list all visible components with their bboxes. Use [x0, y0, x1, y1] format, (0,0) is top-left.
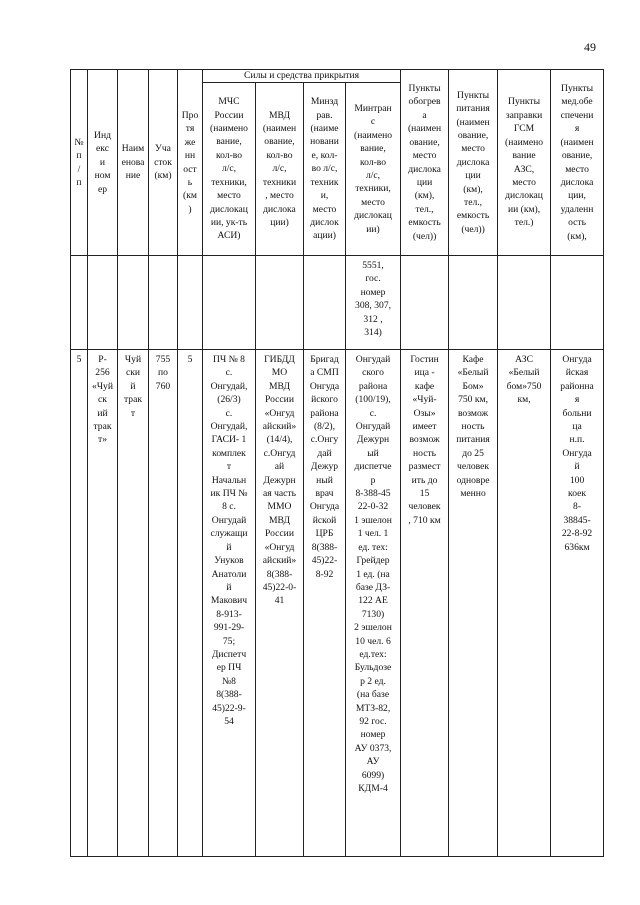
cont-mintrans: 5551, гос. номер 308, 307, 312 , 314) — [346, 256, 401, 350]
header-fuel: Пункты заправки ГСМ (наимено вание АЗС, место дислокац ии (км), тел.) — [498, 70, 551, 256]
row-minzdrav: Бригад а СМП Онгуда йского района (8/2), с.Онгу дай Дежур ный врач Онгуда йской ЦРБ 8(388- 45)22- 8-92 — [304, 350, 346, 857]
row-length: 5 — [178, 350, 203, 857]
row-mvd: ГИБДД МО МВД России «Онгуд айский» (14/4), с.Онгуд ай Дежурн ая часть ММО МВД России «Онгуд айский» 8(388- 45)22-0- 41 — [256, 350, 304, 857]
continuation-row — [71, 256, 604, 350]
header-index: Инд екс и ном ер — [88, 70, 118, 256]
header-name: Наим енова ние — [118, 70, 149, 256]
row-index: Р- 256 «Чуй ск ий трак т» — [88, 350, 118, 857]
row-food: Кафе «Белый Бом» 750 км, возмож ность питания до 25 человек одновре менно — [449, 350, 498, 857]
table-row — [71, 350, 604, 857]
header-forces-group: Силы и средства прикрытия — [203, 70, 401, 83]
row-num: 5 — [71, 350, 88, 857]
row-fuel: АЗС «Белый бом»750 км, — [498, 350, 551, 857]
row-name: Чуй ски й трак т — [118, 350, 149, 857]
page-number: 49 — [584, 40, 596, 54]
header-mchs: МЧС России (наимено вание, кол-во л/с, техники, место дислокац ии, ук-ть АСИ) — [203, 83, 256, 256]
row-heating: Гостин ица - кафе «Чуй- Озы» имеет возмож ность размест ить до 15 человек , 710 км — [401, 350, 449, 857]
row-section: 755 по 760 — [149, 350, 178, 857]
header-row-1 — [71, 70, 604, 83]
row-mchs: ПЧ № 8 с. Онгудай, (26/3) с. Онгудай, ГАСИ- 1 комплек т Начальн ик ПЧ № 8 с. Онгудай служащи й Унуков Анатоли й Макович 8-913- 991-29- 75; Диспетч ер ПЧ №8 8(388- 45)22-9- 54 — [203, 350, 256, 857]
header-mvd: МВД (наимен ование, кол-во л/с, техники , место дислока ции) — [256, 83, 304, 256]
row-mintrans: Онгудай ского района (100/19), с. Онгудай Дежурн ый диспетче р 8-388-45 22-0-32 1 эшелон 1 чел. 1 ед. тех: Грейдер 1 ед. (на базе ДЗ- 122 АЕ 7130) 2 эшелон 10 чел. 6 ед.тех: Бульдозе р 2 ед. (на базе МТЗ-82, 92 гос. номер АУ 0373, АУ 6099) КДМ-4 — [346, 350, 401, 857]
header-section: Уча сток (км) — [149, 70, 178, 256]
header-minzdrav: Минзд рав. (наиме новани е, кол- во л/с, техник и, место дислок ации) — [304, 83, 346, 256]
row-medical: Онгуда йская районна я больни ца н.п. Онгуда й 100 коек 8- 38845- 22-8-92 636км — [551, 350, 604, 857]
header-food: Пункты питания (наимен ование, место дислока ции (км), тел., емкость (чел)) — [449, 70, 498, 256]
header-num: № п / п — [71, 70, 88, 256]
header-mintrans: Минтран с (наимено вание, кол-во л/с, техники, место дислокац ии) — [346, 83, 401, 256]
header-length: Про тя же нн ост ь (км ) — [178, 70, 203, 256]
header-heating: Пункты обогрев а (наимен ование, место дислока ции (км), тел., емкость (чел)) — [401, 70, 449, 256]
resource-table — [70, 69, 604, 857]
header-medical: Пункты мед.обе спечени я (наимен ование, место дислока ции, удаленн ость (км), — [551, 70, 604, 256]
